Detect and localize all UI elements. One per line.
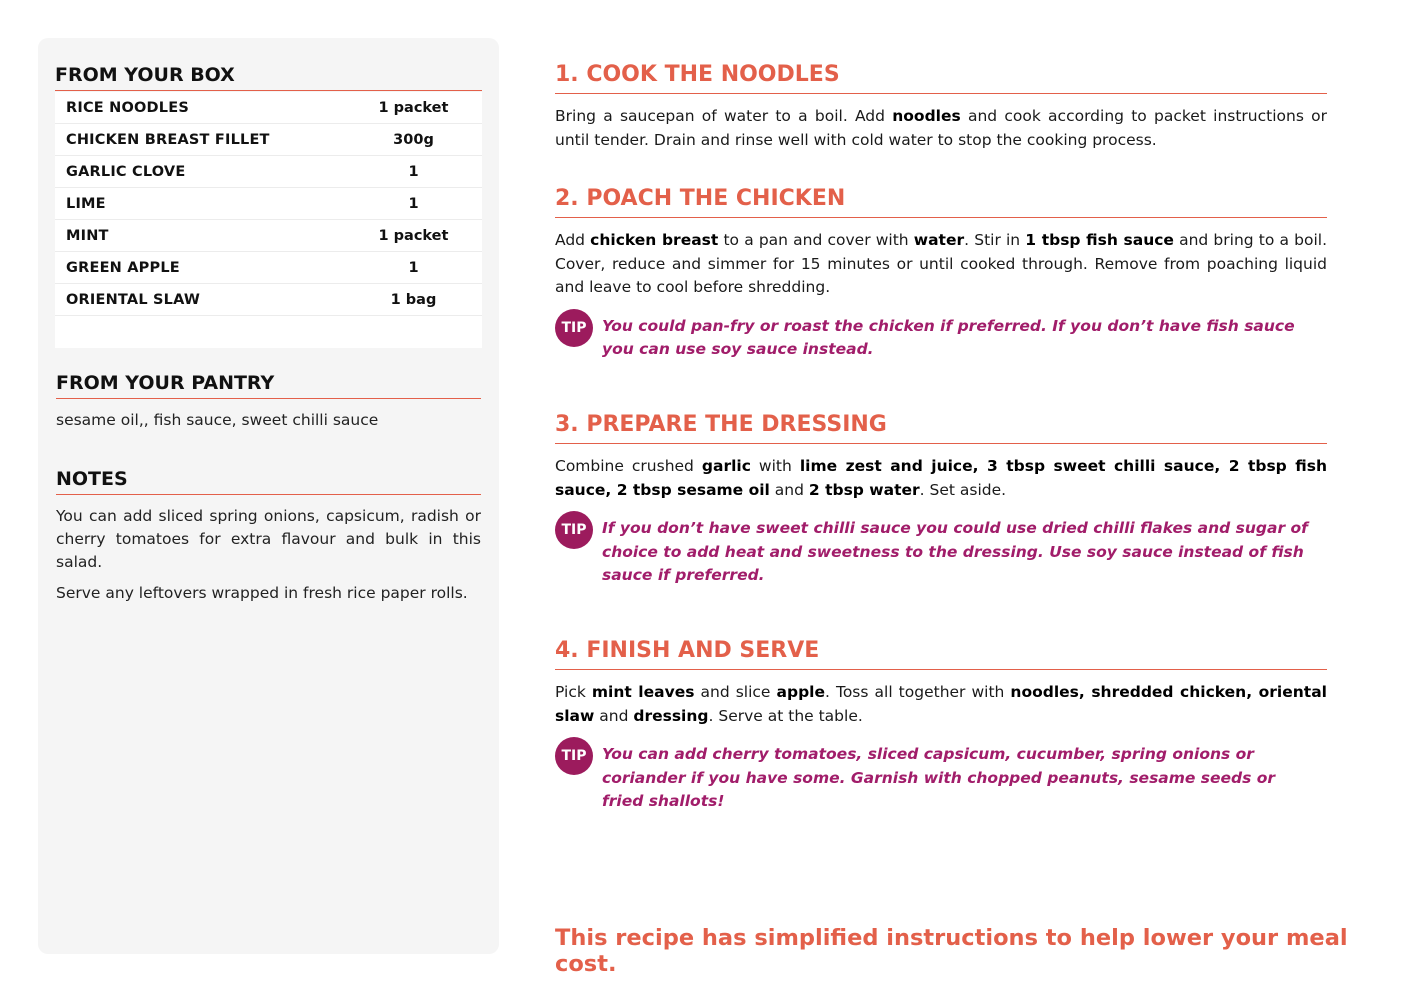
- tip-text: You can add cherry tomatoes, sliced capsicum, cucumber, spring onions or coriander if you have some. Garnish with chopped peanuts, sesame seeds or fried shallots!: [602, 745, 1276, 810]
- ingredient-row: [55, 284, 482, 316]
- tip-text: You could pan-fry or roast the chicken if preferred. If you don’t have fish sauce you can use soy sauce instead.: [602, 316, 1295, 358]
- ingredient-row: [55, 188, 482, 220]
- ingredient-name: MINT: [66, 227, 109, 244]
- step-title: 3. PREPARE THE DRESSING: [555, 412, 1327, 444]
- tip-text: If you don’t have sweet chilli sauce you could use dried chilli flakes and sugar of choice to add heat and sweetness to the dressing. Use soy sauce instead of fish sauce if preferred.: [602, 519, 1308, 584]
- bold-ingredient: water: [913, 231, 965, 249]
- bold-ingredient: noodles: [892, 107, 961, 125]
- step-text: . Serve at the table.: [708, 706, 863, 725]
- notes-heading: NOTES: [56, 468, 481, 495]
- tip-badge: TIP: [555, 511, 593, 549]
- step-body: [555, 229, 1327, 300]
- tip-box: [555, 315, 1327, 362]
- ingredient-qty: 1 packet: [378, 99, 449, 116]
- step-body: [555, 681, 1327, 728]
- pantry-items-text: sesame oil,, fish sauce, sweet chilli sauce: [56, 411, 379, 429]
- tip-box: [555, 743, 1327, 814]
- ingredient-qty: 1 packet: [378, 227, 449, 244]
- step-text: . Set aside.: [919, 480, 1007, 499]
- step-text: Add: [555, 231, 591, 249]
- step-text: and bring to a boil. Cover, reduce and simmer for 15 minutes or until cooked through. Remove from poaching liquid and leave to cool before shredding.: [555, 231, 1328, 296]
- notes-body: [56, 505, 481, 605]
- tip-badge: TIP: [555, 309, 593, 347]
- bold-ingredient: lime zest and juice, 3 tbsp sweet chilli sauce, 2 tbsp fish sauce, 2 tbsp sesame oil: [555, 457, 1327, 499]
- ingredient-name: RICE NOODLES: [66, 99, 189, 116]
- step-1: [555, 62, 1327, 152]
- step-text: and slice: [694, 683, 777, 701]
- ingredients-table: [55, 92, 482, 348]
- bold-ingredient: chicken breast: [590, 231, 719, 249]
- bold-ingredient: 1 tbsp fish sauce: [1025, 231, 1174, 249]
- from-your-pantry-heading: FROM YOUR PANTRY: [56, 372, 481, 399]
- notes-section: [56, 468, 481, 613]
- step-text: with: [750, 457, 800, 475]
- step-body: [555, 105, 1327, 152]
- step-body: [555, 455, 1327, 502]
- step-text: . Toss all together with: [825, 683, 1011, 701]
- ingredient-row: [55, 92, 482, 124]
- step-text: to a pan and cover with: [718, 231, 914, 249]
- ingredient-qty: 1: [408, 259, 419, 276]
- step-text: . Stir in: [964, 231, 1026, 249]
- step-text: Bring a saucepan of water to a boil. Add: [555, 107, 893, 125]
- step-2: [555, 186, 1327, 362]
- step-title: 4. FINISH AND SERVE: [555, 638, 1327, 670]
- ingredients-sidebar: [38, 38, 499, 954]
- step-title: 1. COOK THE NOODLES: [555, 62, 1327, 94]
- ingredient-row: [55, 252, 482, 284]
- step-text: and cook according to packet instructions or until tender. Drain and rinse well with cold water to stop the cooking process.: [555, 107, 1327, 149]
- from-your-pantry-section: [56, 372, 481, 432]
- step-title: 2. POACH THE CHICKEN: [555, 186, 1327, 218]
- ingredient-name: ORIENTAL SLAW: [66, 291, 201, 308]
- bold-ingredient: 2 tbsp water: [808, 480, 920, 499]
- ingredient-row: [55, 156, 482, 188]
- bold-ingredient: mint leaves: [591, 683, 695, 701]
- ingredient-name: LIME: [66, 195, 106, 212]
- step-4: [555, 638, 1327, 814]
- from-your-box-heading: FROM YOUR BOX: [55, 64, 482, 91]
- step-3: [555, 412, 1327, 588]
- notes-paragraph: You can add sliced spring onions, capsicum, radish or cherry tomatoes for extra flavour and bulk in this salad.: [56, 507, 481, 571]
- ingredient-name: CHICKEN BREAST FILLET: [66, 131, 270, 148]
- ingredient-row: [55, 124, 482, 156]
- bold-ingredient: dressing: [633, 706, 709, 725]
- ingredient-qty: 1 bag: [390, 291, 437, 308]
- ingredient-name: GARLIC CLOVE: [66, 163, 186, 180]
- step-text: and: [594, 706, 634, 725]
- ingredient-qty: 1: [408, 163, 419, 180]
- tip-box: [555, 517, 1327, 588]
- ingredient-row: [55, 220, 482, 252]
- from-your-box-section: [55, 64, 482, 348]
- footer-note: This recipe has simplified instructions to help lower your meal cost.: [555, 925, 1348, 977]
- bold-ingredient: noodles, shredded chicken, oriental slaw: [555, 683, 1327, 725]
- ingredient-name: GREEN APPLE: [66, 259, 180, 276]
- step-text: Combine crushed: [555, 457, 702, 475]
- step-text: Pick: [555, 683, 592, 701]
- bold-ingredient: apple: [776, 683, 825, 701]
- tip-badge: TIP: [555, 737, 593, 775]
- bold-ingredient: garlic: [701, 457, 751, 475]
- ingredient-qty: 300g: [393, 131, 434, 148]
- ingredient-qty: 1: [408, 195, 419, 212]
- step-text: and: [769, 480, 809, 499]
- notes-paragraph: Serve any leftovers wrapped in fresh rice paper rolls.: [56, 584, 468, 602]
